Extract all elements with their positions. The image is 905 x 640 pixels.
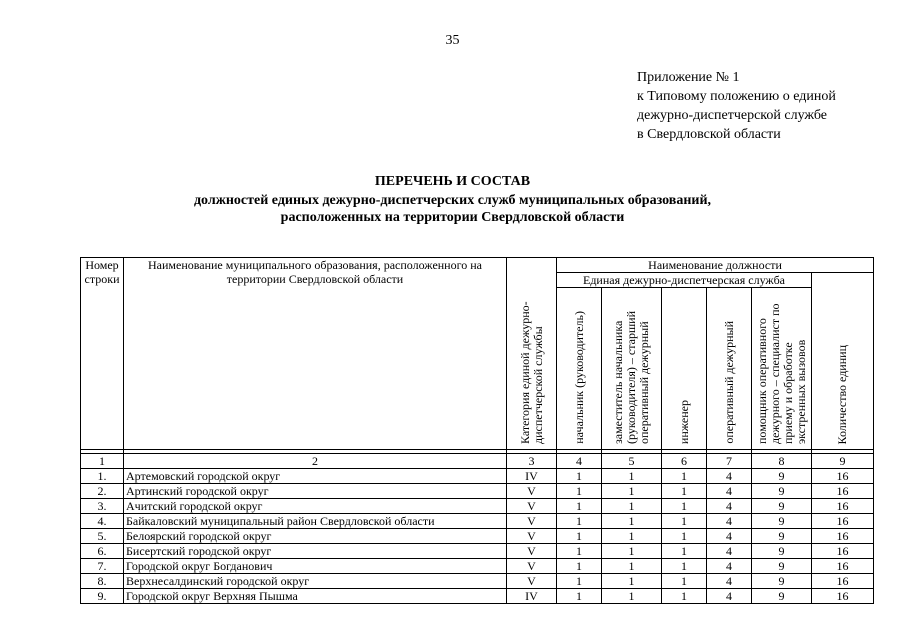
column-number: 2 [124,454,507,469]
table-row [81,544,874,559]
operator-count: 4 [707,529,752,544]
category-cell: V [507,514,557,529]
assistant-count: 9 [752,544,812,559]
row-number: 6. [81,544,124,559]
engineer-count: 1 [662,469,707,484]
page-number: 35 [445,33,460,48]
units-total: 16 [812,544,874,559]
engineer-count: 1 [662,574,707,589]
positions-table [80,257,874,604]
header-category: Категория единой дежурно-диспетчерской службы [507,258,557,450]
chief-count: 1 [557,574,602,589]
assistant-count: 9 [752,574,812,589]
deputy-count: 1 [602,589,662,604]
units-total: 16 [812,529,874,544]
document-subtitle-line-1: должностей единых дежурно-диспетчерских служб муниципальных образований, [193,193,712,208]
category-cell: V [507,544,557,559]
engineer-count: 1 [662,529,707,544]
operator-count: 4 [707,544,752,559]
municipality-name: Байкаловский муниципальный район Свердловской области [124,514,507,529]
deputy-count: 1 [602,499,662,514]
column-number: 5 [602,454,662,469]
municipality-name: Городской округ Верхняя Пышма [124,589,507,604]
municipality-name: Белоярский городской округ [124,529,507,544]
table-row [81,589,874,604]
header-row-1 [81,258,874,273]
header-deputy: заместитель начальника (руководителя) – старший оперативный дежурный [602,288,662,450]
chief-count: 1 [557,529,602,544]
deputy-count: 1 [602,529,662,544]
table-row [81,484,874,499]
municipality-name: Ачитский городской округ [124,499,507,514]
header-municipality: Наименование муниципального образования, расположенного на территории Свердловской области [124,258,507,450]
row-number: 7. [81,559,124,574]
chief-count: 1 [557,484,602,499]
table-row [81,514,874,529]
municipality-name: Артемовский городской округ [124,469,507,484]
assistant-count: 9 [752,589,812,604]
assistant-count: 9 [752,514,812,529]
operator-count: 4 [707,559,752,574]
row-number: 9. [81,589,124,604]
category-cell: V [507,574,557,589]
engineer-count: 1 [662,589,707,604]
chief-count: 1 [557,499,602,514]
operator-count: 4 [707,574,752,589]
assistant-count: 9 [752,559,812,574]
table-row [81,499,874,514]
category-cell: V [507,559,557,574]
units-total: 16 [812,499,874,514]
appendix-line-1: Приложение № 1 [637,70,740,85]
appendix-line-2: к Типовому положению о единой [637,89,836,104]
deputy-count: 1 [602,514,662,529]
deputy-count: 1 [602,469,662,484]
category-cell: IV [507,469,557,484]
engineer-count: 1 [662,544,707,559]
operator-count: 4 [707,589,752,604]
engineer-count: 1 [662,484,707,499]
column-number: 9 [812,454,874,469]
units-total: 16 [812,574,874,589]
category-cell: V [507,499,557,514]
units-total: 16 [812,589,874,604]
document-subtitle-line-2: расположенных на территории Свердловской области [280,210,625,225]
operator-count: 4 [707,499,752,514]
units-total: 16 [812,484,874,499]
chief-count: 1 [557,559,602,574]
units-total: 16 [812,469,874,484]
category-cell: IV [507,589,557,604]
column-number: 1 [81,454,124,469]
column-number-row [81,454,874,469]
header-engineer: инженер [662,288,707,450]
row-number: 4. [81,514,124,529]
category-cell: V [507,529,557,544]
table-row [81,469,874,484]
header-chief: начальник (руководитель) [557,288,602,450]
deputy-count: 1 [602,544,662,559]
category-cell: V [507,484,557,499]
operator-count: 4 [707,514,752,529]
table-row [81,529,874,544]
row-number: 3. [81,499,124,514]
header-assistant: помощник оперативного дежурного – специалист по приему и обработке экстренных вызовов [752,288,812,450]
assistant-count: 9 [752,529,812,544]
header-units: Количество единиц [812,273,874,450]
deputy-count: 1 [602,559,662,574]
row-number: 2. [81,484,124,499]
column-number: 8 [752,454,812,469]
column-number: 7 [707,454,752,469]
chief-count: 1 [557,544,602,559]
municipality-name: Городской округ Богданович [124,559,507,574]
assistant-count: 9 [752,469,812,484]
header-position-group: Наименование должности [557,258,874,273]
operator-count: 4 [707,484,752,499]
engineer-count: 1 [662,559,707,574]
chief-count: 1 [557,514,602,529]
column-number: 6 [662,454,707,469]
deputy-count: 1 [602,484,662,499]
chief-count: 1 [557,469,602,484]
assistant-count: 9 [752,499,812,514]
chief-count: 1 [557,589,602,604]
header-operator: оперативный дежурный [707,288,752,450]
appendix-line-3: дежурно-диспетчерской службе [637,108,828,123]
document-title: ПЕРЕЧЕНЬ И СОСТАВ [374,174,531,189]
table-row [81,574,874,589]
appendix-note [637,68,836,144]
column-number: 3 [507,454,557,469]
engineer-count: 1 [662,499,707,514]
row-number: 5. [81,529,124,544]
engineer-count: 1 [662,514,707,529]
units-total: 16 [812,514,874,529]
row-number: 8. [81,574,124,589]
municipality-name: Артинский городской округ [124,484,507,499]
header-row-number: Номер строки [81,258,124,450]
assistant-count: 9 [752,484,812,499]
municipality-name: Верхнесалдинский городской округ [124,574,507,589]
operator-count: 4 [707,469,752,484]
column-number: 4 [557,454,602,469]
appendix-line-4: в Свердловской области [637,127,781,142]
deputy-count: 1 [602,574,662,589]
municipality-name: Бисертский городской округ [124,544,507,559]
header-service-group: Единая дежурно-диспетчерская служба [557,273,812,288]
row-number: 1. [81,469,124,484]
table-row [81,559,874,574]
units-total: 16 [812,559,874,574]
